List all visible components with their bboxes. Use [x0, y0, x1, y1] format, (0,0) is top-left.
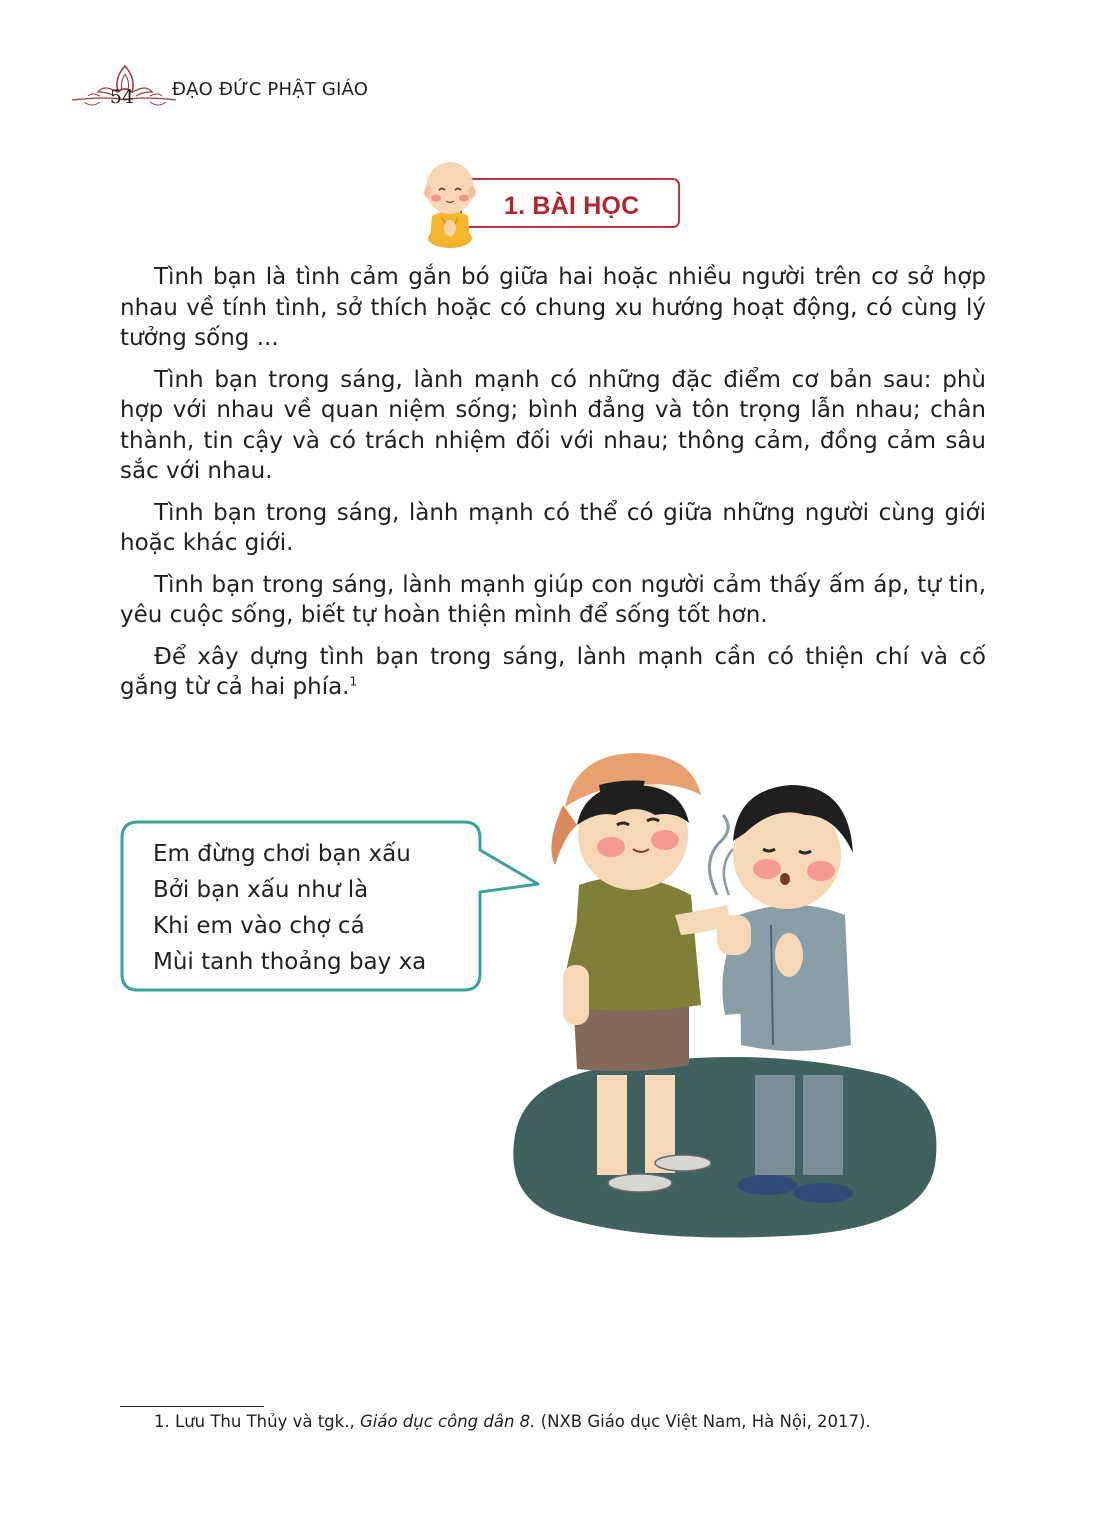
boy2-right-leg	[803, 1075, 843, 1175]
paragraph-3: Tình bạn trong sáng, lành mạnh có thể có giữa những người cùng giới hoặc khác giới.	[120, 499, 986, 556]
boy1-shirt	[571, 877, 701, 1011]
boy2-left-leg	[755, 1075, 795, 1175]
boy1-left-sandal	[608, 1174, 672, 1192]
boy2-hand	[717, 915, 751, 955]
paragraph-4: Tình bạn trong sáng, lành mạnh giúp con người cảm thấy ấm áp, tự tin, yêu cuộc sống, biết tự hoàn thiện mình để sống tốt hơn.	[120, 571, 986, 628]
poem	[153, 836, 426, 980]
section-title: 1. BÀI HỌC	[504, 192, 640, 220]
poem-line-3: Khi em vào chợ cá	[153, 913, 365, 939]
footnote-book-title: Giáo dục công dân 8.	[359, 1412, 536, 1431]
footnote-publisher: (NXB Giáo dục Việt Nam, Hà Nội, 2017).	[540, 1412, 871, 1431]
footnote-rule	[120, 1406, 264, 1407]
ground-shadow	[513, 1057, 936, 1238]
boy1-arm	[563, 965, 589, 1025]
boy1-left-leg	[597, 1075, 627, 1175]
boy2-left-sandal	[737, 1175, 797, 1195]
boy2-right-sandal	[793, 1183, 853, 1203]
paragraph-5	[120, 642, 986, 703]
book-title: ĐẠO ĐỨC PHẬT GIÁO	[172, 79, 369, 100]
page-header	[70, 62, 490, 112]
poem-line-2: Bởi bạn xấu như là	[153, 877, 369, 903]
footnote-marker: 1	[349, 674, 358, 689]
boy1-right-sandal	[655, 1155, 711, 1171]
lesson-body	[120, 262, 986, 714]
section-heading	[420, 154, 690, 250]
paragraph-1: Tình bạn là tình cảm gắn bó giữa hai hoặc nhiều người trên cơ sở hợp nhau về tính tình, sở thích hoặc có chung xu hướng hoạt động, có cùng lý tưởng sống ...	[120, 264, 986, 351]
poem-line-4: Mùi tanh thoảng bay xa	[153, 949, 427, 975]
speech-bubble	[118, 820, 548, 998]
boy2-tunic	[739, 905, 851, 1051]
paragraph-2: Tình bạn trong sáng, lành mạnh có những đặc điểm cơ bản sau: phù hợp với nhau về quan niệm sống; bình đẳng và tôn trọng lẫn nhau; chân thành, tin cậy và có trách nhiệm đối với nhau; thông cảm, đồng cảm sâu sắc với nhau.	[120, 366, 986, 484]
footnote-number: 1.	[154, 1412, 170, 1431]
page-number: 54	[109, 86, 135, 108]
two-boys-illustration	[505, 745, 945, 1245]
footnote-authors: Lưu Thu Thủy và tgk.,	[175, 1412, 355, 1431]
paragraph-5-text: Để xây dựng tình bạn trong sáng, lành mạnh cần có thiện chí và cố gắng từ cả hai phía.	[120, 643, 986, 700]
boy2-raised-hand	[775, 933, 803, 977]
poem-line-1: Em đừng chơi bạn xấu	[153, 841, 411, 867]
footnote	[154, 1412, 871, 1431]
child-monk-icon	[420, 154, 480, 250]
